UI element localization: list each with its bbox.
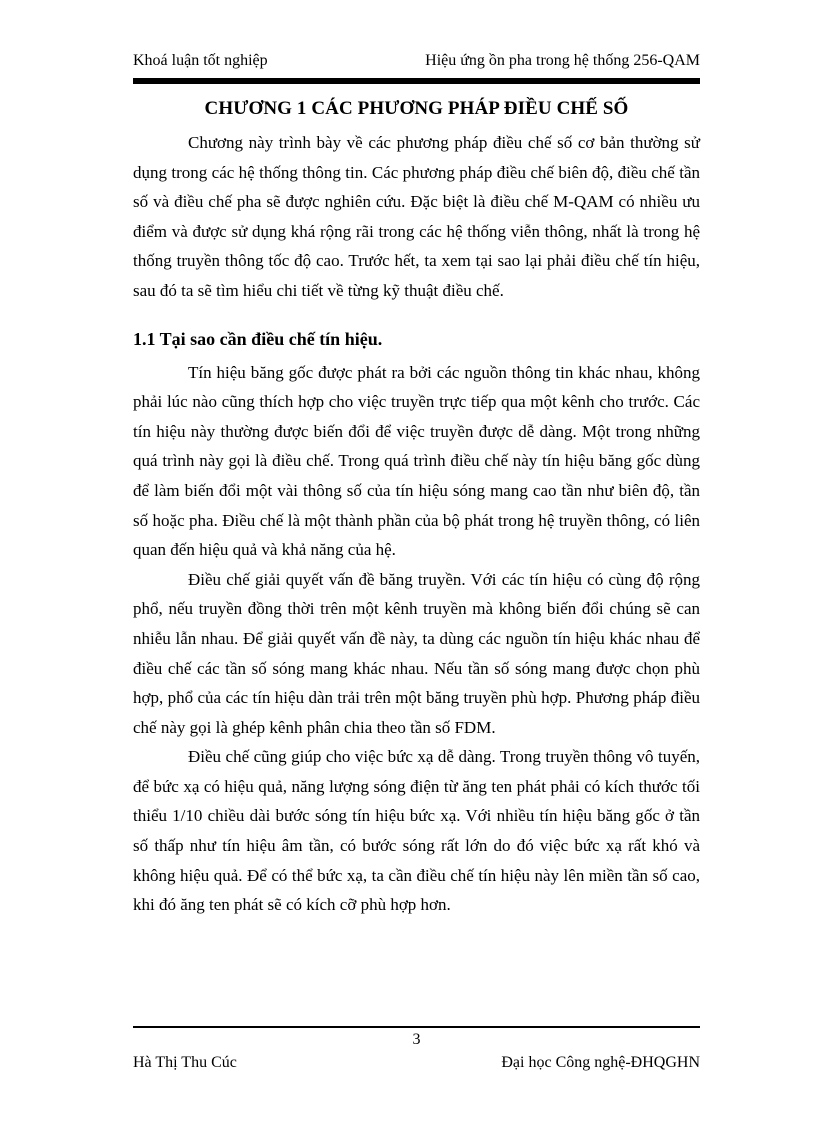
section-heading: 1.1 Tại sao cần điều chế tín hiệu.	[133, 328, 383, 349]
chapter-intro-paragraph: Chương này trình bày về các phương pháp điều chế số cơ bản thường sử dụng trong các hệ thống thông tin. Các phương pháp điều chế biên độ, điều chế tần số và điều chế pha sẽ được nghiên cứu. Đặc biệt là điều chế M-QAM có nhiều ưu điểm và được sử dụng khá rộng rãi trong các hệ thống viễn thông, nhất là trong hệ thống truyền thông tốc độ cao. Trước hết, ta xem tại sao lại phải điều chế tín hiệu, sau đó ta sẽ tìm hiểu chi tiết về từng kỹ thuật điều chế.	[133, 133, 700, 300]
footer-rule	[133, 1026, 700, 1028]
section-paragraph-1: Tín hiệu băng gốc được phát ra bởi các nguồn thông tin khác nhau, không phải lúc nào cũng thích hợp cho việc truyền trực tiếp qua một kênh cho trước. Các tín hiệu này thường được biến đổi để việc truyền được dễ dàng. Một trong những quá trình này gọi là điều chế. Trong quá trình điều chế này tín hiệu băng gốc dùng để làm biến đổi một vài thông số của tín hiệu sóng mang cao tần như biên độ, tần số hoặc pha. Điều chế là một thành phần của bộ phát trong hệ truyền thông, có liên quan đến hiệu quả và khả năng của hệ.	[133, 362, 700, 560]
header-right-text: Hiệu ứng ồn pha trong hệ thống 256-QAM	[425, 52, 700, 69]
footer-institution: Đại học Công nghệ-ĐHQGHN	[501, 1054, 700, 1071]
page-content	[133, 92, 700, 920]
header-left-text: Khoá luận tốt nghiệp	[133, 52, 268, 69]
section-paragraph-2: Điều chế giải quyết vấn đề băng truyền. Với các tín hiệu có cùng độ rộng phổ, nếu truyền đồng thời trên một kênh truyền mà không biến đổi chúng sẽ can nhiễu lẫn nhau. Để giải quyết vấn đề này, ta dùng các nguồn tín hiệu khác nhau để điều chế các tần số sóng mang khác nhau. Nếu tần số sóng mang được chọn phù hợp, phổ của các tín hiệu dàn trải trên một băng truyền phù hợp. Phương pháp điều chế này gọi là ghép kênh phân chia theo tần số FDM.	[133, 569, 700, 737]
page-header	[133, 48, 700, 74]
header-rule	[133, 78, 700, 84]
page-footer	[133, 1050, 700, 1076]
page-number: 3	[412, 1031, 421, 1048]
footer-author: Hà Thị Thu Cúc	[133, 1054, 237, 1071]
section-paragraph-3: Điều chế cũng giúp cho việc bức xạ dễ dàng. Trong truyền thông vô tuyến, để bức xạ có hiệu quả, năng lượng sóng điện từ ăng ten phát phải có kích thước tối thiểu 1/10 chiều dài bước sóng tín hiệu bức xạ. Với nhiều tín hiệu băng gốc ở tần số thấp như tín hiệu âm tần, có bước sóng rất lớn do đó việc bức xạ rất khó và không hiệu quả. Để có thể bức xạ, ta cần điều chế tín hiệu này lên miền tần số cao, khi đó ăng ten phát sẽ có kích cỡ phù hợp hơn.	[133, 747, 700, 915]
chapter-title: CHƯƠNG 1 CÁC PHƯƠNG PHÁP ĐIỀU CHẾ SỐ	[204, 98, 629, 119]
